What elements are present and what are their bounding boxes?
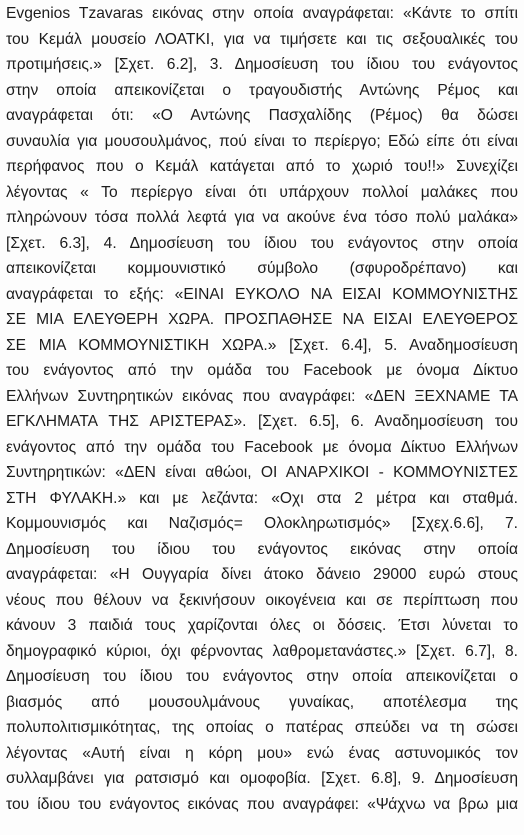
text-line: του Κεμάλ μουσείο ΛΟΑΤΚΙ, για να τιμήσετε και τις σεξουαλικές του <box>6 30 518 48</box>
text-line: προτιμήσεις.» [Σχετ. 6.2], 3. Δημοσίευση του ίδιου του ενάγοντος <box>6 56 518 73</box>
text-line: αναγράφεται ότι: «Ο Αντώνης Πασχαλίδης (Ρέμος) θα δώσει <box>6 107 518 124</box>
text-line: δημογραφικό κύριοι, όχι φέρνοντας λαθρομετανάστες.» [Σχετ. 6.7], 8. <box>6 642 518 660</box>
text-line: πληρώνουν τόσα πολλά λεφτά για να ακούνε ένα τόσο πολύ μαλάκα» <box>6 209 518 226</box>
text-line: Δημοσίευση του ίδιου του ενάγοντος στην οποία απεικονίζεται ο <box>6 668 518 685</box>
text-line: λέγοντας «Αυτή είναι η κόρη μου» ενώ ένας αστυνομικός τον <box>6 744 518 762</box>
text-line: Evgenios Tzavaras εικόνας στην οποία αναγράφεται: «Κάντε το σπίτι <box>6 5 518 22</box>
text-line: Συντηρητικών: «ΔΕΝ είναι αθώοι, ΟΙ ΑΝΑΡΧΙΚΟΙ - ΚΟΜΜΟΥΝΙΣΤΕΣ <box>6 464 518 481</box>
text-line: Δημοσίευση του ίδιου του ενάγοντος εικόνας στην οποία <box>6 540 518 558</box>
text-line: Κομμουνισμός και Ναζισμός= Ολοκληρωτισμός» [Σχεχ.6.6], 7. <box>6 515 518 532</box>
text-line: ΣΤΗ ΦΥΛΑΚΗ.» και με λεζάντα: «Οχι στα 2 μέτρα και σταθμά. <box>6 489 518 507</box>
text-line: Ελλήνων Συντηρητικών εικόνας που αναγράφει: «ΔΕΝ ΞΕΧΝΑΜΕ ΤΑ <box>6 387 518 405</box>
text-line: στην οποία απεικονίζεται ο τραγουδιστής Αντώνης Ρέμος και <box>6 81 518 99</box>
text-line: κάνουν 3 παιδιά τους χαρίζονται όλες οι δόσεις. Έτσι λύνεται το <box>6 617 518 634</box>
text-line: συλλαμβάνει για ρατσισμό και ομοφοβία. [Σχετ. 6.8], 9. Δημοσίευση <box>6 770 518 787</box>
text-line: συναυλία για μουσουλμάνος, πού είναι το περίεργο; Εδώ είπε ότι είναι <box>6 132 518 150</box>
text-line: του ενάγοντος από την ομάδα του Facebook με όνομα Δίκτυο <box>6 362 518 379</box>
text-line: λέγοντας « Το περίεργο είναι ότι υπάρχουν πολλοί μαλάκες που <box>6 183 518 201</box>
text-line: αναγράφεται το εξής: «ΕΙΝΑΙ ΕΥΚΟΛΟ ΝΑ ΕΙΣΑΙ ΚΟΜΜΟΥΝΙΣΤΗΣ <box>6 285 518 303</box>
text-line: βιασμός από μουσουλμάνους γυναίκας, αποτέλεσμα της <box>6 693 518 711</box>
text-line: ΣΕ ΜΙΑ ΕΛΕΥΘΕΡΗ ΧΩΡΑ. ΠΡΟΣΠΑΘΗΣΕ ΝΑ ΕΙΣΑΙ ΕΛΕΥΘΕΡΟΣ <box>6 311 518 328</box>
text-line: πολυπολιτισμικότητας, της οποίας ο πατέρας σπεύδει να τη σώσει <box>6 719 518 736</box>
text-line: του ίδιου του ενάγοντος εικόνας που αναγράφει: «Ψάχνω να βρω μια <box>6 795 518 813</box>
text-line: νέους που θέλουν να ξεκινήσουν οικογένεια και σε περίπτωση που <box>6 591 518 609</box>
text-line: ενάγοντος από την ομάδα του Facebook με όνομα Δίκτυο Ελλήνων <box>6 438 518 456</box>
text-line: απεικονίζεται κομμουνιστικό σύμβολο (σφυροδρέπανο) και <box>6 260 518 277</box>
text-line: ΣΕ ΜΙΑ ΚΟΜΜΟΥΝΙΣΤΙΚΗ ΧΩΡΑ.» [Σχετ. 6.4], 5. Αναδημοσίευση <box>6 336 518 354</box>
text-line: αναγράφεται: «Η Ουγγαρία δίνει άτοκο δάνειο 29000 ευρώ στους <box>6 566 518 583</box>
text-line: ΕΓΚΛΗΜΑΤΑ ΤΗΣ ΑΡΙΣΤΕΡΑΣ». [Σχετ. 6.5], 6. Αναδημοσίευση του <box>6 413 518 430</box>
text-line: [Σχετ. 6.3], 4. Δημοσίευση του ίδιου του ενάγοντος στην οποία <box>6 234 518 252</box>
text-line: περήφανος που ο Κεμάλ κατάγεται από το χωριό του!!» Συνεχίζει <box>6 158 518 175</box>
